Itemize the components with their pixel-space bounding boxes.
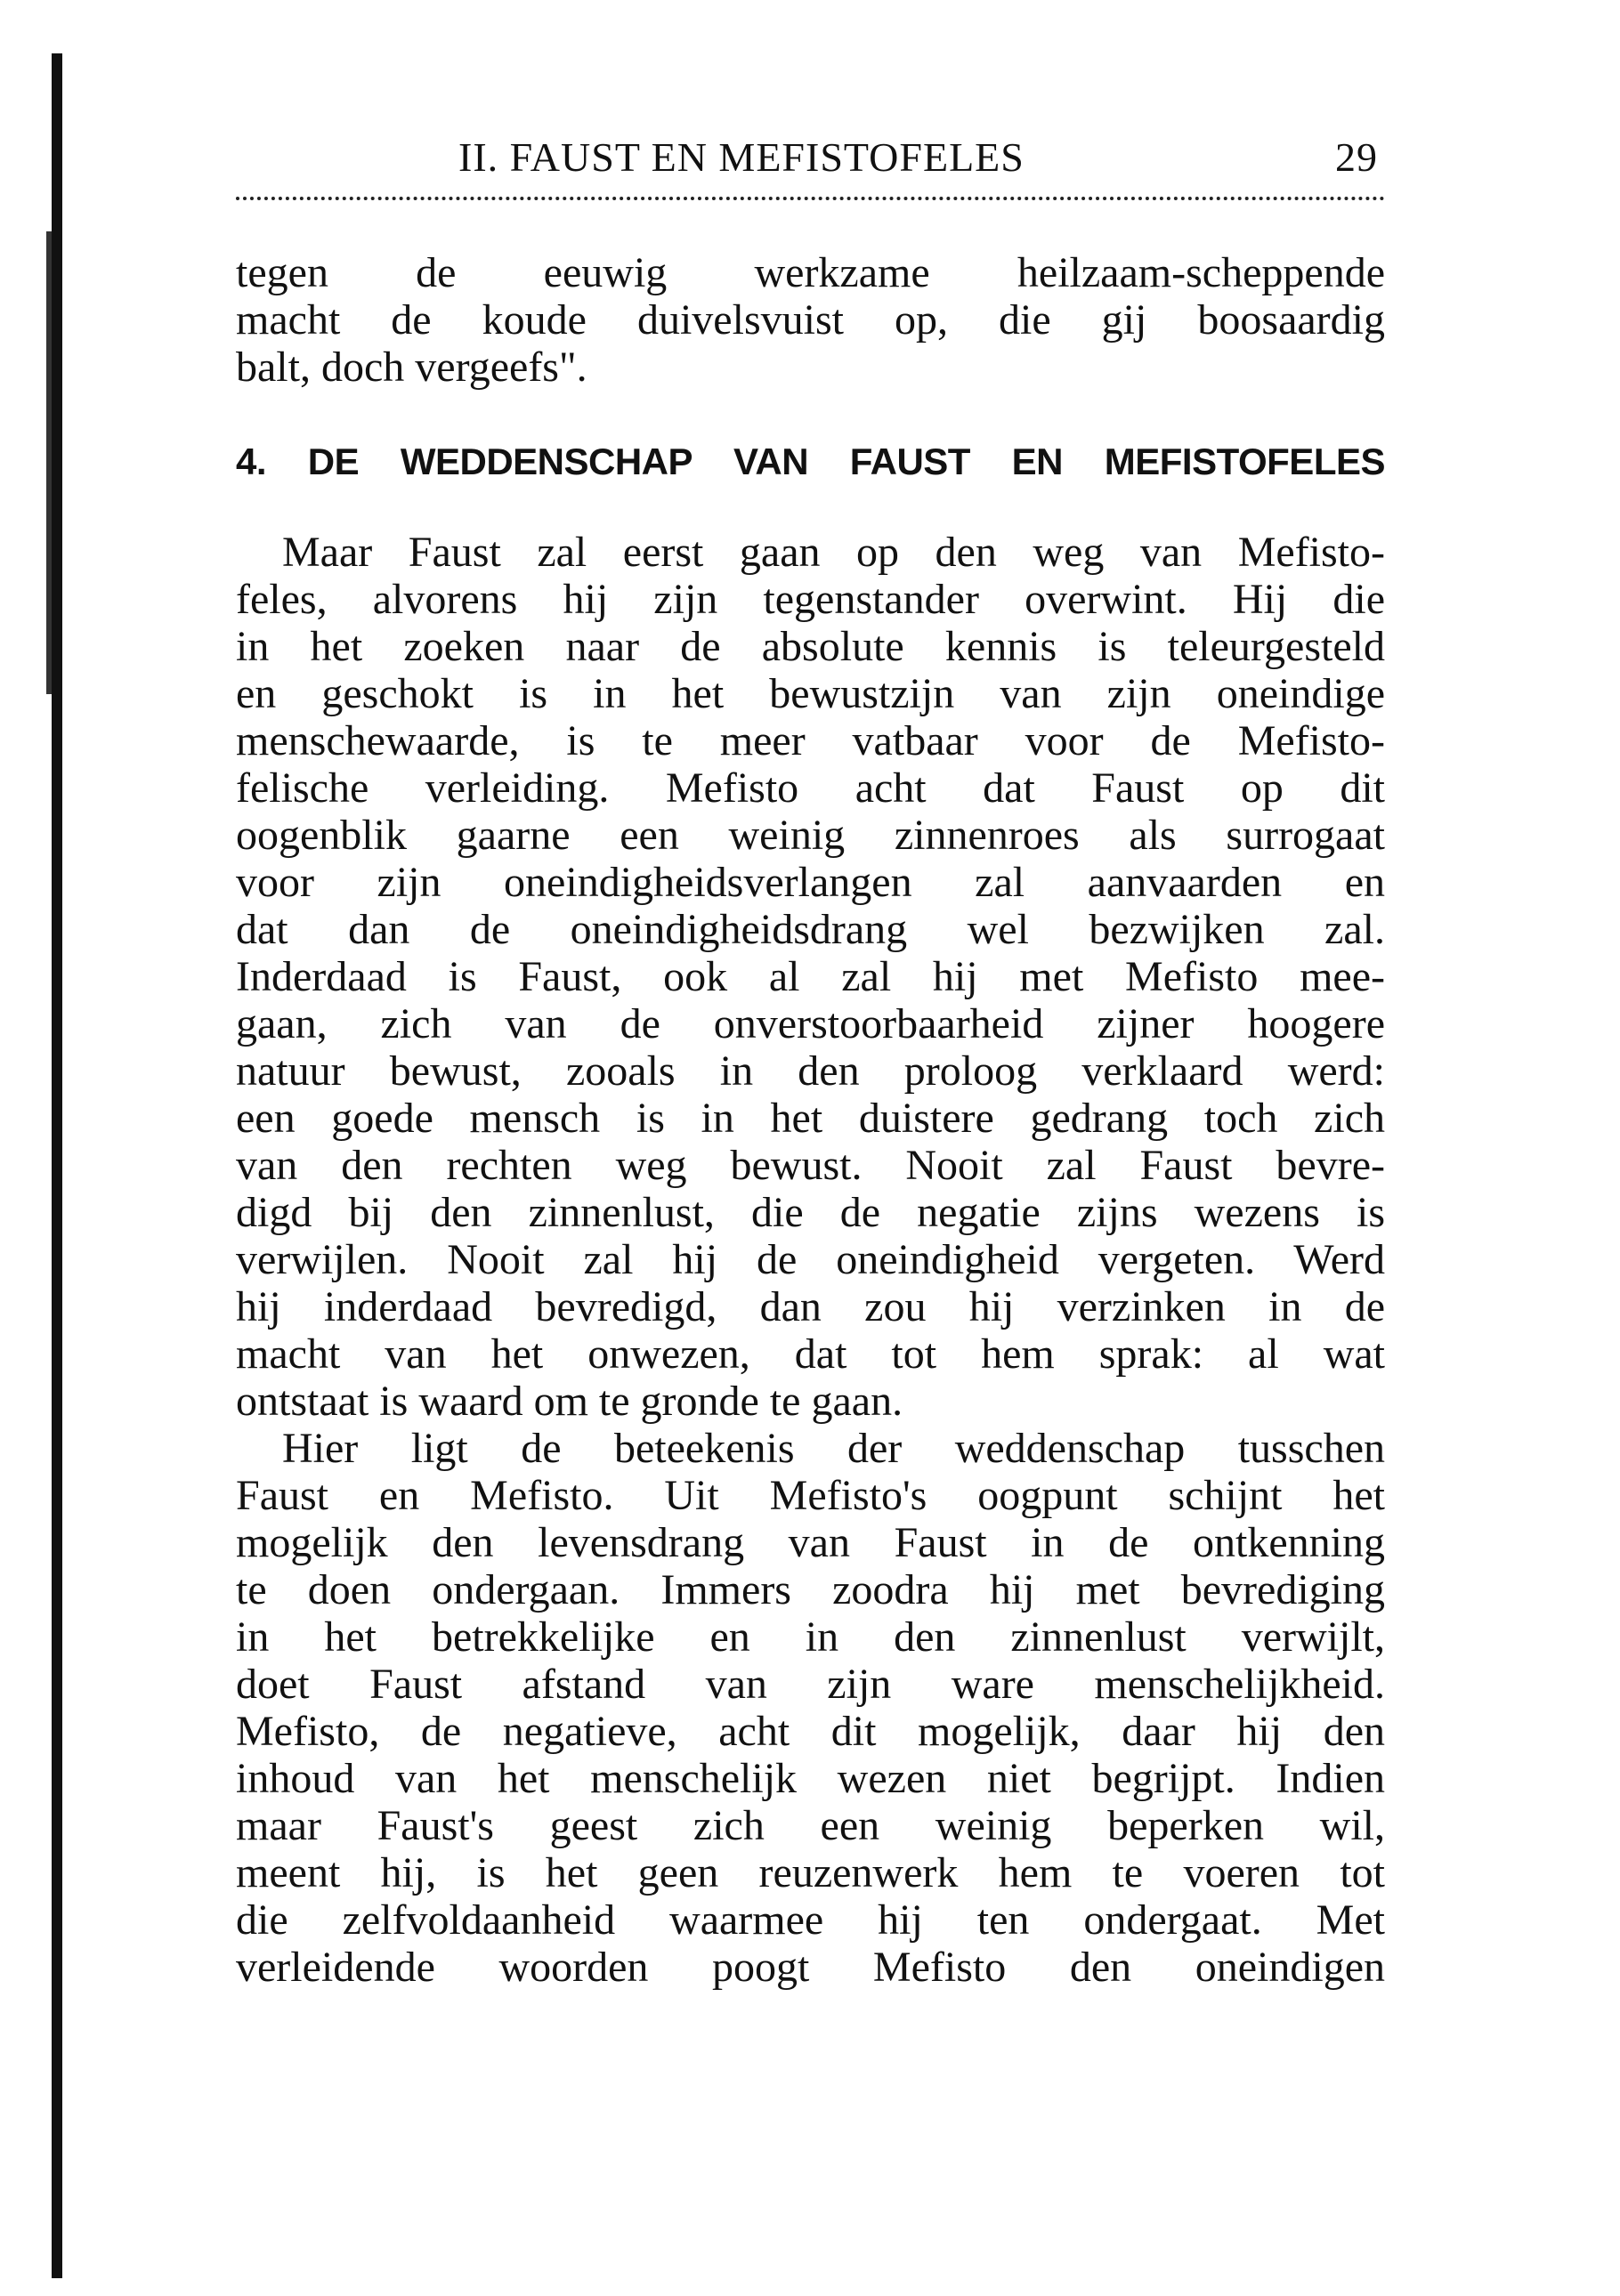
text-line: een goede mensch is in het duistere gedrang toch zich bbox=[236, 1095, 1385, 1142]
text-line: Maar Faust zal eerst gaan op den weg van Mefisto- bbox=[282, 529, 1385, 576]
section-heading: 4. DE WEDDENSCHAP VAN FAUST EN MEFISTOFELES bbox=[236, 441, 1385, 482]
text-line: Inderdaad is Faust, ook al zal hij met Mefisto mee- bbox=[236, 953, 1385, 1000]
text-line: macht van het onwezen, dat tot hem sprak: al wat bbox=[236, 1330, 1385, 1378]
paragraph-3 bbox=[236, 1425, 1385, 1991]
text-line: oogenblik gaarne een weinig zinnenroes als surrogaat bbox=[236, 812, 1385, 859]
text-line: Faust en Mefisto. Uit Mefisto's oogpunt schijnt het bbox=[236, 1472, 1385, 1519]
text-line: in het zoeken naar de absolute kennis is teleurgesteld bbox=[236, 623, 1385, 670]
text-line: balt, doch vergeefs". bbox=[236, 344, 587, 391]
text-line: doet Faust afstand van zijn ware menschelijkheid. bbox=[236, 1661, 1385, 1708]
text-line: digd bij den zinnenlust, die de negatie zijns wezens is bbox=[236, 1189, 1385, 1236]
text-line: Mefisto, de negatieve, acht dit mogelijk, daar hij den bbox=[236, 1708, 1385, 1755]
text-line: voor zijn oneindigheidsverlangen zal aanvaarden en bbox=[236, 859, 1385, 906]
paragraph-1 bbox=[236, 249, 1385, 391]
text-line: meent hij, is het geen reuzenwerk hem te voeren tot bbox=[236, 1849, 1385, 1896]
text-line: inhoud van het menschelijk wezen niet begrijpt. Indien bbox=[236, 1755, 1385, 1802]
scan-edge-shadow bbox=[52, 53, 62, 2278]
text-line: ontstaat is waard om te gronde te gaan. bbox=[236, 1378, 903, 1425]
text-line: tegen de eeuwig werkzame heilzaam-scheppende bbox=[236, 249, 1385, 296]
text-line: en geschokt is in het bewustzijn van zijn oneindige bbox=[236, 670, 1385, 717]
dotted-rule bbox=[236, 197, 1385, 200]
page-number: 29 bbox=[1335, 134, 1378, 180]
text-line: Hier ligt de beteekenis der weddenschap tusschen bbox=[282, 1425, 1385, 1472]
running-head bbox=[236, 133, 1385, 183]
text-line: maar Faust's geest zich een weinig beperken wil, bbox=[236, 1802, 1385, 1849]
text-line: felische verleiding. Mefisto acht dat Faust op dit bbox=[236, 764, 1385, 812]
text-line: mogelijk den levensdrang van Faust in de ontkenning bbox=[236, 1519, 1385, 1566]
text-line: verleidende woorden poogt Mefisto den oneindigen bbox=[236, 1944, 1385, 1991]
text-line: in het betrekkelijke en in den zinnenlust verwijlt, bbox=[236, 1613, 1385, 1661]
text-line: macht de koude duivelsvuist op, die gij boosaardig bbox=[236, 296, 1385, 344]
text-line: menschewaarde, is te meer vatbaar voor de Mefisto- bbox=[236, 717, 1385, 764]
text-line: natuur bewust, zooals in den proloog verklaard werd: bbox=[236, 1047, 1385, 1095]
text-line: te doen ondergaan. Immers zoodra hij met bevrediging bbox=[236, 1566, 1385, 1613]
text-line: hij inderdaad bevredigd, dan zou hij verzinken in de bbox=[236, 1283, 1385, 1330]
scan-edge-shadow bbox=[46, 231, 52, 694]
running-head-title: II. FAUST EN MEFISTOFELES bbox=[458, 134, 1025, 180]
text-line: die zelfvoldaanheid waarmee hij ten ondergaat. Met bbox=[236, 1896, 1385, 1944]
paragraph-2 bbox=[236, 529, 1385, 1425]
text-line: van den rechten weg bewust. Nooit zal Faust bevre- bbox=[236, 1142, 1385, 1189]
text-line: gaan, zich van de onverstoorbaarheid zijner hoogere bbox=[236, 1000, 1385, 1047]
text-line: dat dan de oneindigheidsdrang wel bezwijken zal. bbox=[236, 906, 1385, 953]
text-line: feles, alvorens hij zijn tegenstander overwint. Hij die bbox=[236, 576, 1385, 623]
text-line: verwijlen. Nooit zal hij de oneindigheid vergeten. Werd bbox=[236, 1236, 1385, 1283]
